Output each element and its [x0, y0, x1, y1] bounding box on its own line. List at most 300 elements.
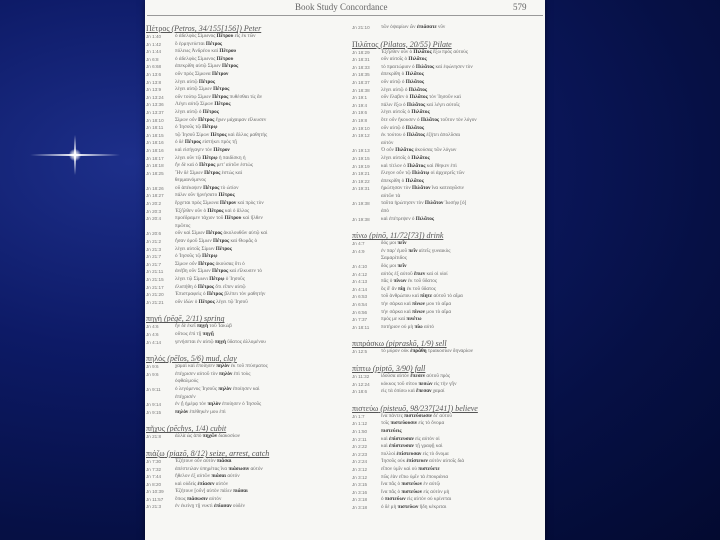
context-text: ἀπεκρίθη αὐτῷ Σίμων Πέτρος	[175, 63, 239, 70]
verse-reference: Jn 18:10	[146, 117, 164, 123]
keyword-highlight: ἐπίασαν	[213, 503, 232, 510]
keyword-highlight: Πέτρος	[212, 238, 230, 245]
verse-reference: Jn 7:32	[146, 466, 162, 472]
context-text: ὁ δὲ μὴ πιστεύων ἤδη κέκριται	[381, 503, 447, 510]
verse-reference: Jn 21:8	[146, 434, 162, 440]
headword-gloss: (pisteuō, 98/237[241]) believe	[378, 403, 478, 413]
concordance-line	[352, 263, 542, 271]
headword-gloss: (piazō, 8/12) seize, arrest, catch	[164, 448, 270, 458]
concordance-line	[352, 381, 542, 389]
verse-reference: Jn 7:37	[352, 317, 368, 323]
context-text: τοῖς πιστεύουσιν εἰς τὸ ὄνομα	[381, 420, 445, 427]
concordance-line	[146, 433, 336, 441]
concordance-line	[352, 309, 542, 317]
concordance-page	[145, 0, 545, 540]
keyword-highlight: πίνων	[393, 278, 407, 285]
verse-reference: Jn 19:10	[352, 125, 370, 131]
verse-reference: Jn 21:3	[146, 246, 162, 252]
concordance-line	[146, 331, 336, 339]
verse-reference: Jn 20:6	[146, 231, 162, 237]
context-text: πηλὸν ἐπέθηκέν μου ἐπὶ	[175, 408, 226, 415]
verse-reference: Jn 18:16	[146, 147, 164, 153]
concordance-line	[146, 291, 336, 299]
headword-gloss: (pinō, 11/72[73]) drink	[367, 231, 444, 241]
verse-reference: Jn 18:27	[146, 193, 164, 199]
verse-reference	[352, 193, 381, 201]
headword-greek: πηγή	[146, 314, 162, 324]
keyword-highlight: Πέτρος	[212, 93, 229, 100]
concordance-line	[146, 117, 336, 125]
context-text: δός μοι πεῖν	[381, 240, 407, 247]
keyword-highlight: πηγὴ	[214, 338, 226, 345]
verse-reference: Jn 13:8	[146, 79, 162, 85]
keyword-highlight: ἐπίασεν	[197, 480, 215, 487]
concordance-line	[352, 155, 542, 163]
context-text: πάλιν οὖν ἠρνήσατο Πέτρος	[175, 192, 235, 199]
verse-reference: Jn 7:30	[146, 458, 162, 464]
concordance-line	[352, 79, 542, 87]
concordance-line	[146, 394, 336, 402]
context-text: ἀπεκρίθη ὁ Πιλᾶτος	[381, 71, 424, 78]
verse-reference: Jn 21:2	[146, 239, 162, 245]
verse-reference: Jn 19:4	[352, 102, 368, 108]
headword-gloss: (piptō, 3/90) fall	[370, 363, 426, 373]
entry-headword	[146, 449, 336, 458]
keyword-highlight: Πέτρος	[197, 283, 215, 290]
headword-greek: πίπτω	[352, 363, 371, 373]
keyword-highlight: πιάσαι	[216, 457, 232, 464]
context-text: ὅτε οὖν ἤκουσεν ὁ Πιλᾶτος τοῦτον τὸν λόγον	[381, 116, 477, 123]
keyword-highlight: Πιλάτῳ	[412, 170, 430, 177]
keyword-highlight: Πέτρος	[203, 184, 220, 191]
verse-reference: Jn 21:15	[146, 277, 164, 282]
headword-greek: πιστεύω	[352, 403, 379, 413]
concordance-line	[146, 401, 336, 409]
verse-reference: Jn 19:12	[352, 133, 370, 139]
concordance-line	[352, 178, 542, 186]
concordance-line	[146, 215, 336, 223]
headword-gloss: (pēgē, 2/11) spring	[161, 314, 225, 324]
keyword-highlight: πιστεύων	[384, 496, 406, 503]
verse-reference: Jn 6:68	[146, 64, 162, 70]
concordance-line	[146, 268, 336, 276]
concordance-line	[352, 388, 542, 396]
headword-gloss: (pēchys, 1/4) cubit	[164, 424, 227, 434]
verse-reference: Jn 18:35	[352, 72, 370, 78]
context-text: ἀπέστειλαν ὑπηρέτας ἵνα πιάσωσιν αὐτόν	[175, 465, 263, 472]
verse-reference: Jn 9:6	[146, 371, 159, 377]
keyword-highlight: πιστεύουσιν	[390, 420, 418, 427]
context-text: ἀνέβη οὖν Σίμων Πέτρος καὶ εἵλκυσεν τὸ	[175, 268, 262, 275]
keyword-highlight: Πιλᾶτος	[406, 132, 426, 139]
keyword-highlight: Πιλᾶτος	[405, 78, 425, 85]
keyword-highlight: ἐπίστευσαν	[396, 450, 422, 457]
context-text: καὶ ἐπέτρεψεν ὁ Πιλᾶτος	[381, 215, 435, 222]
verse-reference: Jn 19:15	[352, 155, 370, 161]
entry-headword	[352, 40, 542, 49]
context-text: ἦν δὲ καὶ ὁ Πέτρος μετ' αὐτῶν ἑστὼς	[175, 162, 253, 169]
verse-reference: Jn 1:7	[352, 413, 365, 419]
concordance-line	[352, 255, 542, 263]
context-text: προέδραμεν τάχιον τοῦ Πέτρου καὶ ἦλθεν	[175, 215, 263, 222]
keyword-highlight: πιστεύων	[401, 488, 423, 495]
entry-headword	[146, 24, 336, 33]
context-text: Ἐζήτουν [οὖν] αὐτὸν πάλιν πιάσαι	[175, 488, 248, 495]
keyword-highlight: Πέτρῳ	[209, 276, 225, 282]
verse-reference: Jn 19:38	[352, 201, 370, 207]
keyword-highlight: Πέτρου	[216, 33, 234, 39]
header-rule	[147, 15, 543, 16]
context-text: ὅπως πιάσωσιν αὐτόν	[175, 495, 222, 502]
verse-reference: Jn 19:13	[352, 148, 370, 154]
concordance-line	[146, 473, 336, 481]
context-text: Ἰησοῦς οὐκ ἐπίστευεν αὐτὸν αὐτοῖς διὰ	[381, 458, 465, 465]
context-text: ἔλεγον οὖν τῷ Πιλάτῳ οἱ ἀρχιερεῖς τῶν	[381, 170, 465, 177]
light-flare	[30, 135, 120, 175]
concordance-line	[352, 147, 542, 155]
context-text: πόλεως Ἀνδρέου καὶ Πέτρου	[175, 48, 237, 55]
concordance-line	[146, 339, 336, 347]
verse-reference: Jn 20:3	[146, 208, 162, 214]
verse-reference: Jn 18:38	[352, 87, 370, 93]
page-header	[145, 2, 545, 14]
headword-greek: πῆχυς	[146, 424, 165, 434]
context-text: Ὁ οὖν Πιλᾶτος ἀκούσας τῶν λόγων	[381, 147, 457, 154]
verse-reference: Jn 19:21	[352, 171, 370, 177]
context-text: τὴν σάρκα καὶ πίνων μου τὸ αἷμα	[381, 308, 452, 315]
context-text: οὖν αὐτοῖς ὁ Πιλᾶτος	[381, 56, 427, 63]
concordance-line	[146, 238, 336, 246]
concordance-line	[146, 276, 336, 284]
context-text: τοῦ ἀνθρώπου καὶ πίητε αὐτοῦ τὸ αἷμα	[381, 293, 463, 300]
keyword-highlight: Πιλᾶτος	[395, 147, 414, 154]
context-text: αὐτόν	[381, 139, 394, 146]
verse-reference: Jn 19:19	[352, 163, 370, 169]
context-text: Σίμων οὖν Πέτρος ἀκούσας ὅτι ὁ	[175, 260, 245, 267]
verse-reference: Jn 3:12	[352, 466, 368, 472]
context-text: οὖν ἰδὼν ὁ Πέτρος λέγει τῷ Ἰησοῦ	[175, 298, 248, 305]
context-text: λέγει αὐτῷ ὁ Πιλᾶτος	[381, 86, 428, 93]
keyword-highlight: πιάσωσιν	[186, 495, 208, 502]
concordance-line	[352, 24, 542, 32]
keyword-highlight: πηλὸν	[175, 408, 189, 415]
keyword-highlight: πεῖν	[397, 263, 407, 270]
headword-greek: Πέτρος	[146, 24, 170, 33]
context-text: ἦν δὲ ἐκεῖ πηγὴ τοῦ Ἰακώβ	[175, 323, 232, 330]
verse-reference: Jn 10:39	[146, 489, 164, 495]
concordance-line	[146, 363, 336, 371]
keyword-highlight: πίῃ	[397, 285, 406, 292]
keyword-highlight: Πέτρου	[224, 215, 242, 222]
verse-reference	[352, 255, 381, 263]
concordance-line	[352, 102, 542, 110]
keyword-highlight: Πιλᾶτον	[424, 200, 444, 207]
concordance-line	[146, 56, 336, 64]
keyword-highlight: Πιλᾶτον	[412, 185, 431, 192]
keyword-highlight: πίητε	[420, 293, 433, 300]
keyword-highlight: Πέτρος	[205, 40, 223, 47]
context-text: ἐπέχρισεν αὐτοῦ τὸν πηλὸν ἐπὶ τοὺς	[175, 370, 251, 377]
verse-reference: Jn 18:11	[352, 324, 370, 330]
concordance-line	[146, 147, 336, 155]
context-text: πρός με καὶ πινέτω	[381, 316, 422, 323]
verse-reference: Jn 18:26	[146, 185, 164, 191]
keyword-highlight: Πιλᾶτος	[411, 109, 430, 116]
verse-reference: Jn 2:11	[352, 436, 367, 442]
keyword-highlight: Πέτρος	[218, 192, 235, 199]
verse-reference: Jn 18:17	[146, 155, 164, 161]
verse-reference: Jn 9:15	[146, 409, 162, 415]
concordance-line	[352, 278, 542, 286]
verse-reference: Jn 21:20	[146, 292, 164, 298]
verse-reference: Jn 11:32	[352, 373, 370, 379]
headword-greek: πιάζω	[146, 448, 165, 458]
context-text: ὃ ἑρμηνεύεται Πέτρος	[175, 40, 223, 47]
concordance-line	[146, 223, 336, 231]
verse-reference: Jn 4:6	[146, 324, 159, 330]
verse-reference: Jn 11:57	[146, 496, 164, 502]
verse-reference: Jn 20:2	[146, 201, 162, 207]
verse-reference: Jn 18:33	[352, 64, 370, 70]
context-text: ἀλλὰ ὡς ἀπὸ πηχῶν διακοσίων	[175, 433, 240, 440]
concordance-line	[352, 496, 542, 504]
context-text: αὐτὸς ἐξ αὐτοῦ ἔπιεν καὶ οἱ υἱοί	[381, 270, 448, 277]
context-text: Ἐξῆλθεν οὖν ὁ Πιλᾶτος ἔξω πρὸς αὐτοὺς	[381, 48, 468, 55]
verse-reference: Jn 4:14	[146, 339, 162, 345]
keyword-highlight: Πέτρον	[211, 70, 229, 77]
keyword-highlight: Πέτρος	[198, 260, 215, 267]
context-text: Ἐξῆλθεν οὖν ὁ Πέτρος καὶ ὁ ἄλλος	[175, 207, 250, 214]
context-text: Σίμων οὖν Πέτρος ἔχων μάχαιραν εἵλκυσεν	[175, 116, 267, 123]
concordance-line	[146, 284, 336, 292]
verse-reference: Jn 18:6	[352, 389, 368, 395]
context-text: πάλιν ἔξω ὁ Πιλᾶτος καὶ λέγει αὐτοῖς	[381, 101, 460, 108]
verse-reference: Jn 9:6	[146, 364, 159, 370]
keyword-highlight: πηγῇ	[202, 330, 214, 337]
context-text: λέγει αὐτῷ Σίμων Πέτρος	[175, 86, 230, 93]
verse-reference: Jn 20:4	[146, 216, 162, 222]
context-text: ὃς δ' ἂν πίῃ ἐκ τοῦ ὕδατος	[381, 285, 436, 292]
keyword-highlight: Πιλᾶτος	[409, 94, 428, 101]
verse-reference	[146, 177, 175, 185]
keyword-highlight: πιάσωσιν	[228, 465, 250, 472]
concordance-line	[352, 216, 542, 224]
verse-reference: Jn 18:31	[352, 57, 370, 63]
context-text: οὖν αὐτῷ ὁ Πιλᾶτος	[381, 78, 425, 85]
context-text: γενήσεται ἐν αὐτῷ πηγὴ ὕδατος ἁλλομένου	[175, 338, 266, 345]
context-text: ὁ πιστεύων εἰς αὐτὸν οὐ κρίνεται	[381, 496, 452, 503]
context-text	[381, 428, 542, 436]
context-text: ὁ δὲ Πέτρος εἱστήκει πρὸς τῇ	[175, 139, 237, 146]
context-text: ὁ Ἰησοῦς τῷ Πέτρῳ	[175, 253, 218, 260]
verse-reference: Jn 19:6	[352, 110, 368, 116]
verse-reference: Jn 19:1	[352, 95, 368, 101]
verse-reference: Jn 18:29	[352, 49, 370, 55]
concordance-line	[146, 466, 336, 474]
concordance-line	[352, 474, 542, 482]
keyword-highlight: Πιλᾶτος	[408, 86, 428, 93]
concordance-line	[146, 48, 336, 56]
verse-reference: Jn 1:42	[146, 41, 162, 47]
context-text: οὗ ἀπέκοψεν Πέτρος τὸ ὠτίον	[175, 184, 239, 191]
keyword-highlight: Πέτρου	[219, 48, 237, 55]
keyword-highlight: Πιλᾶτος	[420, 116, 440, 123]
verse-reference: Jn 6:56	[352, 309, 368, 315]
context-text: Λέγει αὐτῷ Σίμων Πέτρος	[175, 101, 231, 108]
concordance-line	[146, 94, 336, 102]
context-text: καὶ ἐπίστευσαν εἰς αὐτὸν οἱ	[381, 435, 440, 442]
verse-reference: Jn 8:20	[146, 481, 162, 487]
verse-reference: Jn 12:5	[352, 349, 368, 355]
concordance-line	[352, 489, 542, 497]
context-text: ἐν ἐκείνῃ τῇ νυκτὶ ἐπίασαν οὐδέν	[175, 503, 245, 510]
page-running-title: Book Study Concordance	[295, 2, 388, 12]
keyword-highlight: ἔπιεν	[413, 270, 426, 277]
concordance-line	[352, 185, 542, 193]
concordance-line	[352, 200, 542, 208]
context-text: τῷ Ἰησοῦ Σίμων Πέτρος καὶ ἄλλος μαθητής	[175, 131, 268, 138]
keyword-highlight: ἐπίστευσαν	[388, 435, 414, 442]
verse-reference: Jn 1:12	[352, 421, 368, 427]
concordance-line	[146, 208, 336, 216]
verse-reference: Jn 4:10	[352, 264, 368, 270]
concordance-line	[352, 170, 542, 178]
context-text: ταῦτα ἠρώτησεν τὸν Πιλᾶτον Ἰωσὴφ [ὁ]	[381, 200, 467, 207]
context-text: ἐκ τούτου ὁ Πιλᾶτος ἐζήτει ἀπολῦσαι	[381, 132, 461, 139]
context-text: Ἐπιστραφεὶς ὁ Πέτρος βλέπει τὸν μαθητὴν	[175, 291, 266, 298]
right-column	[352, 24, 542, 511]
headword-gloss: (Petros, 34/155[156]) Peter	[169, 24, 262, 33]
keyword-highlight: Πέτρος	[210, 131, 227, 138]
context-text: τῶν ὀψαρίων ὧν ἐπιάσατε νῦν	[381, 24, 446, 30]
entry-headword	[146, 314, 336, 323]
concordance-line	[352, 443, 542, 451]
concordance-line	[352, 301, 542, 309]
verse-reference: Jn 13:37	[146, 109, 164, 115]
concordance-line	[352, 324, 542, 332]
context-text: ὁ Ἰησοῦς τῷ Πέτρῳ	[175, 124, 218, 131]
keyword-highlight: Πιλᾶτος	[405, 71, 424, 78]
verse-reference: Jn 2:24	[352, 459, 368, 465]
entry-headword	[146, 354, 336, 363]
headword-greek: Πιλᾶτος	[352, 39, 379, 49]
concordance-line	[352, 348, 542, 356]
concordance-line	[146, 230, 336, 238]
concordance-line	[352, 64, 542, 72]
concordance-line	[146, 139, 336, 147]
headword-gloss: (pēlos, 5/6) mud, clay	[165, 354, 237, 364]
concordance-line	[146, 481, 336, 489]
keyword-highlight: πιστεύετε	[418, 465, 440, 472]
keyword-highlight: Πιλᾶτος	[415, 63, 435, 70]
keyword-highlight: πηλὸν	[207, 401, 221, 408]
context-text: ἐν παρ' ἐμοῦ πεῖν αἰτεῖς γυναικὸς	[381, 247, 451, 254]
keyword-highlight: Πιλᾶτος	[413, 48, 432, 55]
context-text: λέγει αὐτοῖς ὁ Πιλᾶτος	[381, 154, 430, 161]
verse-reference: Jn 18:11	[146, 125, 164, 131]
verse-reference: Jn 18:37	[352, 79, 370, 85]
concordance-line	[352, 87, 542, 95]
keyword-highlight: πεῖν	[408, 247, 418, 254]
verse-reference: Jn 4:6	[146, 331, 159, 337]
keyword-highlight: ἐπράθη	[410, 348, 427, 355]
headword-greek: πηλός	[146, 354, 166, 364]
context-text: ἐλυπήθη ὁ Πέτρος ὅτι εἶπεν αὐτῷ	[175, 283, 246, 290]
context-text: ἀπὸ	[381, 208, 389, 215]
context-text: οὖν ἔλαβεν ὁ Πιλᾶτος τὸν Ἰησοῦν καὶ	[381, 94, 461, 101]
concordance-line	[146, 200, 336, 208]
verse-reference: Jn 3:12	[352, 474, 368, 480]
keyword-highlight: Πέτρος	[214, 101, 231, 108]
context-text: ὁ ἀδελφὸς Σίμωνος Πέτρου εἷς ἐκ τῶν	[175, 33, 256, 39]
context-text: τὴν σάρκα καὶ πίνων μου τὸ αἷμα	[381, 301, 452, 307]
verse-reference: Jn 3:18	[352, 504, 368, 510]
concordance-line	[146, 177, 336, 185]
headword-gloss: (pipraskō, 1/9) sell	[383, 339, 447, 349]
verse-reference: Jn 21:17	[146, 284, 164, 290]
context-text: ἵνα πᾶς ὁ πιστεύων εἰς αὐτὸν μὴ	[381, 488, 450, 495]
concordance-line	[352, 56, 542, 64]
keyword-highlight: Πέτρον	[219, 200, 237, 207]
keyword-highlight: Πέτρον	[213, 146, 230, 153]
verse-reference: Jn 12:24	[352, 381, 370, 387]
concordance-line	[146, 33, 336, 41]
context-text: ἀπεκρίθη ὁ Πιλᾶτος	[381, 177, 424, 184]
verse-reference: Jn 6:53	[352, 294, 368, 300]
context-text: πολλοὶ ἐπίστευσαν εἰς τὸ ὄνομα	[381, 450, 449, 457]
verse-reference: Jn 13:9	[146, 87, 162, 93]
verse-reference: Jn 7:44	[146, 474, 162, 480]
keyword-highlight: ἔπεσεν	[410, 372, 426, 379]
keyword-highlight: Πέτρος	[184, 139, 202, 146]
keyword-highlight: πιστεύων	[397, 503, 419, 510]
context-text: οὖν καὶ Σίμων Πέτρος ἀκολουθῶν αὐτῷ καὶ	[175, 230, 268, 237]
keyword-highlight: ἐπίστευεν	[406, 458, 428, 465]
context-text: δός μοι πεῖν	[381, 263, 407, 270]
verse-reference	[146, 378, 175, 386]
context-text: θερμαινόμενος	[175, 177, 207, 184]
verse-reference: Jn 13:24	[146, 94, 164, 100]
keyword-highlight: ἐπιάσατε	[416, 24, 437, 30]
keyword-highlight: Πιλᾶτος	[415, 215, 435, 222]
headword-gloss: (Pilatos, 20/55) Pilate	[378, 39, 452, 49]
context-text: εἰς τὰ ὀπίσω καὶ ἔπεσαν χαμαί	[381, 388, 445, 395]
concordance-line	[146, 79, 336, 87]
context-text: λέγει αὐτοῖς ὁ Πιλᾶτος	[381, 109, 430, 116]
context-text: καὶ ἐπίστευσαν τῇ γραφῇ καὶ	[381, 443, 443, 450]
context-text: εἶπον ὑμῖν καὶ οὐ πιστεύετε	[381, 465, 440, 472]
keyword-highlight: πεσὼν	[418, 380, 433, 387]
context-text: πᾶς ὁ πίνων ἐκ τοῦ ὕδατος	[381, 278, 437, 285]
concordance-line	[146, 246, 336, 254]
context-text: ἠρώτησαν τὸν Πιλᾶτον ἵνα κατεαγῶσιν	[381, 185, 464, 192]
verse-reference: Jn 21:21	[146, 299, 164, 305]
entry-headword	[352, 231, 542, 240]
context-text: λέγει αὐτῷ Πέτρος	[175, 78, 216, 85]
headword-greek: πίνω	[352, 231, 368, 241]
keyword-highlight: πιάσαι	[233, 488, 248, 495]
context-text: πρῶτος	[175, 222, 191, 229]
context-text: Ἦν δὲ Σίμων Πέτρος ἑστὼς καὶ	[175, 169, 243, 176]
left-column	[146, 24, 336, 511]
context-text: λέγει αὐτοῖς Σίμων Πέτρος	[175, 245, 232, 252]
entry-headword	[146, 424, 336, 433]
context-text: Ἐζήτουν οὖν αὐτὸν πιάσαι	[175, 457, 232, 464]
keyword-highlight: πίω	[414, 323, 423, 330]
context-text: ποτήριον οὐ μὴ πίω αὐτό	[381, 323, 434, 330]
keyword-highlight: Πέτρῳ	[202, 253, 218, 260]
context-text: τὸ πραιτώριον ὁ Πιλᾶτος καὶ ἐφώνησεν τὸν	[381, 63, 473, 70]
